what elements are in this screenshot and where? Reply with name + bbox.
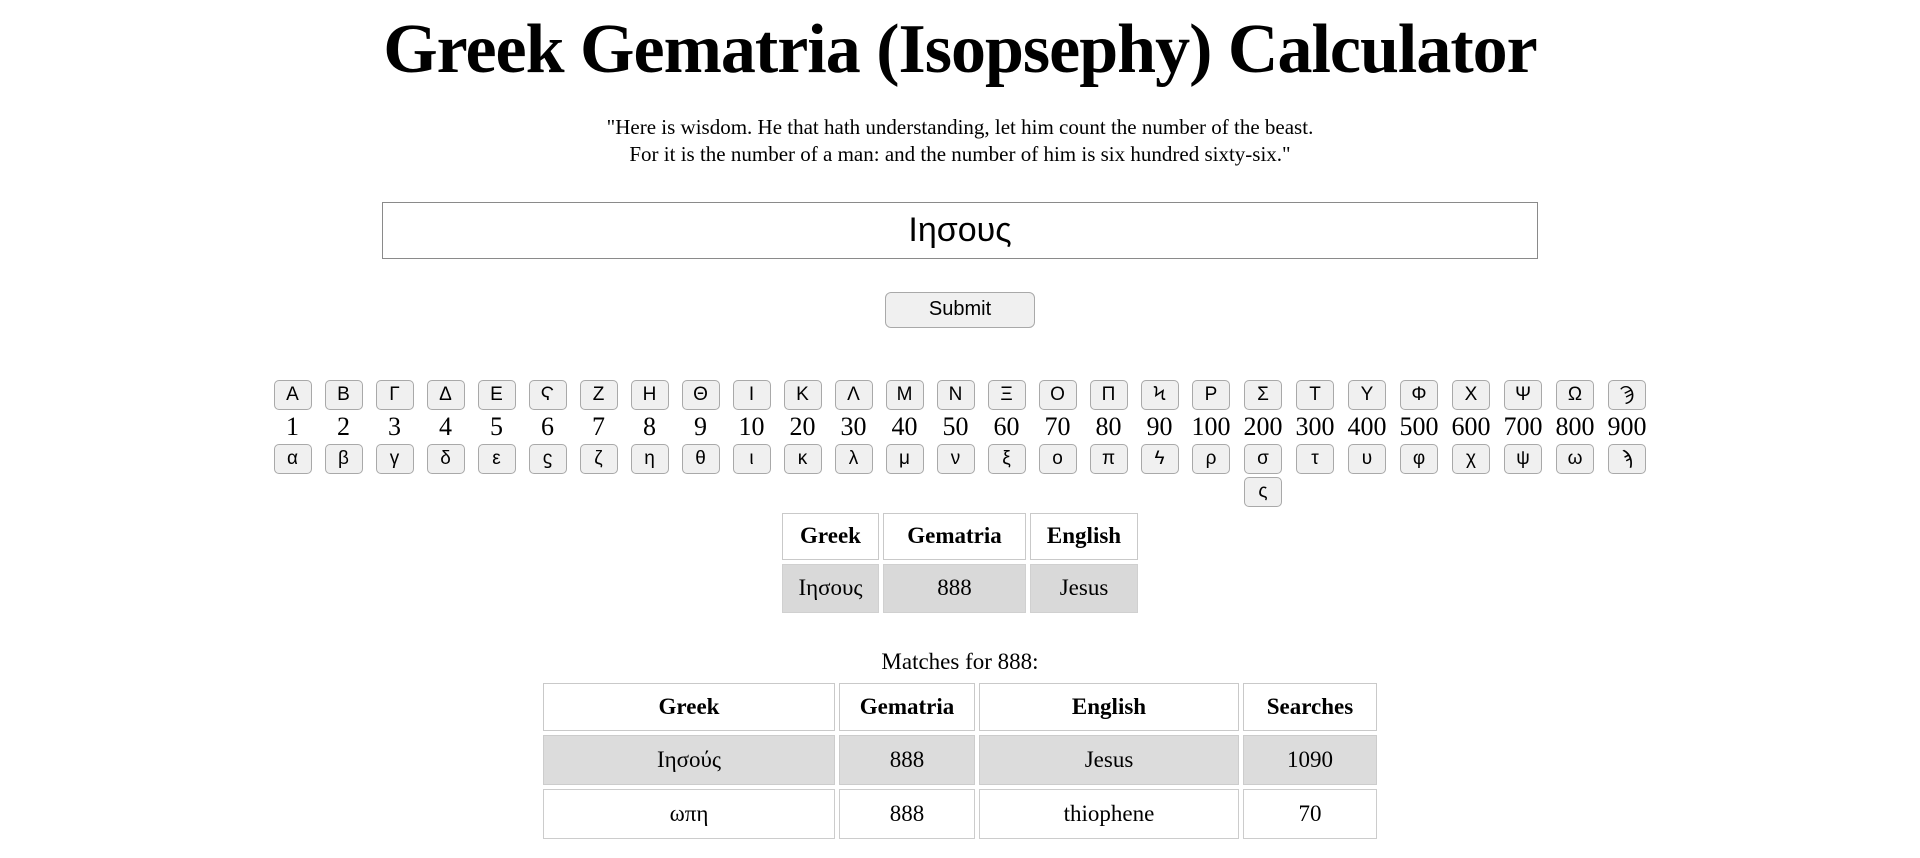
- quote-line-2: For it is the number of a man: and the number of him is six hundred sixty-six.": [629, 141, 1291, 166]
- letter-value-label: 7: [592, 411, 605, 441]
- match-gematria-cell: 888: [839, 789, 975, 839]
- uppercase-letter-button-40[interactable]: Μ: [886, 380, 924, 410]
- lowercase-letter-button-40[interactable]: μ: [886, 444, 924, 474]
- letter-value-label: 90: [1146, 411, 1173, 441]
- letter-value-label: 100: [1191, 411, 1231, 441]
- uppercase-letter-button-30[interactable]: Λ: [835, 380, 873, 410]
- letter-value-label: 900: [1607, 411, 1647, 441]
- letter-value-label: 5: [490, 411, 503, 441]
- uppercase-letter-button-200[interactable]: Σ: [1244, 380, 1282, 410]
- uppercase-letter-button-3[interactable]: Γ: [376, 380, 414, 410]
- uppercase-letter-button-90[interactable]: Ϟ: [1141, 380, 1179, 410]
- letter-value-label: 9: [694, 411, 707, 441]
- greek-keyboard: [0, 380, 1920, 507]
- keyboard-column-80: [1090, 380, 1128, 474]
- letter-value-label: 2: [337, 411, 350, 441]
- letter-value-label: 4: [439, 411, 452, 441]
- quote-line-1: "Here is wisdom. He that hath understanding, let him count the number of the beast.: [606, 114, 1314, 139]
- lowercase-letter-button-50[interactable]: ν: [937, 444, 975, 474]
- match-searches-cell: 1090: [1243, 735, 1377, 785]
- uppercase-letter-button-50[interactable]: Ν: [937, 380, 975, 410]
- keyboard-column-70: [1039, 380, 1077, 474]
- uppercase-letter-button-20[interactable]: Κ: [784, 380, 822, 410]
- lowercase-letter-button-100[interactable]: ρ: [1192, 444, 1230, 474]
- keyboard-column-90: [1141, 380, 1179, 474]
- keyboard-column-60: [988, 380, 1026, 474]
- letter-value-label: 3: [388, 411, 401, 441]
- submit-button[interactable]: Submit: [885, 292, 1035, 328]
- keyboard-column-300: [1296, 380, 1335, 474]
- matches-header-greek: Greek: [543, 683, 835, 731]
- keyboard-column-40: [886, 380, 924, 474]
- lowercase-letter-button-3[interactable]: γ: [376, 444, 414, 474]
- lowercase-letter-button-5[interactable]: ε: [478, 444, 516, 474]
- lowercase-letter-button-900[interactable]: ϡ: [1608, 444, 1646, 474]
- match-greek-cell: Ιησούς: [543, 735, 835, 785]
- lowercase-letter-button-600[interactable]: χ: [1452, 444, 1490, 474]
- keyboard-column-200: [1244, 380, 1283, 507]
- uppercase-letter-button-100[interactable]: Ρ: [1192, 380, 1230, 410]
- keyboard-column-2: [325, 380, 363, 474]
- keyboard-column-9: [682, 380, 720, 474]
- keyboard-column-6: [529, 380, 567, 474]
- page-title: Greek Gematria (Isopsephy) Calculator: [383, 11, 1537, 88]
- lowercase-letter-button-400[interactable]: υ: [1348, 444, 1386, 474]
- lowercase-letter-button-8[interactable]: η: [631, 444, 669, 474]
- match-greek-cell: ωπη: [543, 789, 835, 839]
- keyboard-column-4: [427, 380, 465, 474]
- lowercase-letter-button-700[interactable]: ψ: [1504, 444, 1542, 474]
- letter-value-label: 20: [789, 411, 816, 441]
- uppercase-letter-button-7[interactable]: Ζ: [580, 380, 618, 410]
- uppercase-letter-button-4[interactable]: Δ: [427, 380, 465, 410]
- letter-value-label: 700: [1503, 411, 1543, 441]
- uppercase-letter-button-9[interactable]: Θ: [682, 380, 720, 410]
- lowercase-letter-button-10[interactable]: ι: [733, 444, 771, 474]
- lowercase-letter-button-2[interactable]: β: [325, 444, 363, 474]
- lowercase-letter-button-80[interactable]: π: [1090, 444, 1128, 474]
- keyboard-column-700: [1504, 380, 1543, 474]
- letter-value-label: 400: [1347, 411, 1387, 441]
- uppercase-letter-button-800[interactable]: Ω: [1556, 380, 1594, 410]
- result-header-english: English: [1030, 513, 1138, 560]
- letter-value-label: 800: [1555, 411, 1595, 441]
- keyboard-column-5: [478, 380, 516, 474]
- lowercase-letter-button-30[interactable]: λ: [835, 444, 873, 474]
- result-header-greek: Greek: [782, 513, 879, 560]
- match-searches-cell: 70: [1243, 789, 1377, 839]
- match-gematria-cell: 888: [839, 735, 975, 785]
- matches-header-english: English: [979, 683, 1239, 731]
- uppercase-letter-button-70[interactable]: Ο: [1039, 380, 1077, 410]
- letter-value-label: 30: [840, 411, 867, 441]
- letter-value-label: 10: [738, 411, 765, 441]
- keyboard-column-20: [784, 380, 822, 474]
- result-header-gematria: Gematria: [883, 513, 1026, 560]
- uppercase-letter-button-80[interactable]: Π: [1090, 380, 1128, 410]
- keyboard-column-50: [937, 380, 975, 474]
- lowercase-letter-button-20[interactable]: κ: [784, 444, 822, 474]
- uppercase-letter-button-600[interactable]: Χ: [1452, 380, 1490, 410]
- uppercase-letter-button-60[interactable]: Ξ: [988, 380, 1026, 410]
- keyboard-column-1: [274, 380, 312, 474]
- match-english-cell: thiophene: [979, 789, 1239, 839]
- keyboard-column-8: [631, 380, 669, 474]
- final-sigma-button[interactable]: ς: [1244, 477, 1282, 507]
- matches-header-gematria: Gematria: [839, 683, 975, 731]
- lowercase-letter-button-70[interactable]: ο: [1039, 444, 1077, 474]
- keyboard-column-3: [376, 380, 414, 474]
- result-english-cell: Jesus: [1030, 564, 1138, 613]
- uppercase-letter-button-10[interactable]: Ι: [733, 380, 771, 410]
- keyboard-column-400: [1348, 380, 1387, 474]
- uppercase-letter-button-300[interactable]: Τ: [1296, 380, 1334, 410]
- letter-value-label: 600: [1451, 411, 1491, 441]
- letter-value-label: 200: [1243, 411, 1283, 441]
- result-gematria-cell: 888: [883, 564, 1026, 613]
- letter-value-label: 500: [1399, 411, 1439, 441]
- uppercase-letter-button-5[interactable]: Ε: [478, 380, 516, 410]
- lowercase-letter-button-4[interactable]: δ: [427, 444, 465, 474]
- letter-value-label: 80: [1095, 411, 1122, 441]
- uppercase-letter-button-1[interactable]: Α: [274, 380, 312, 410]
- uppercase-letter-button-500[interactable]: Φ: [1400, 380, 1438, 410]
- matches-label: Matches for 888:: [881, 648, 1039, 674]
- lowercase-letter-button-7[interactable]: ζ: [580, 444, 618, 474]
- letter-value-label: 40: [891, 411, 918, 441]
- lowercase-letter-button-1[interactable]: α: [274, 444, 312, 474]
- keyboard-column-10: [733, 380, 771, 474]
- match-english-cell: Jesus: [979, 735, 1239, 785]
- result-table-header-row: [782, 513, 1138, 560]
- matches-table: [539, 679, 1381, 843]
- matches-row: [543, 789, 1377, 839]
- greek-word-input[interactable]: [382, 202, 1538, 259]
- result-greek-cell: Ιησους: [782, 564, 879, 613]
- result-table-row: [782, 564, 1138, 613]
- lowercase-letter-button-800[interactable]: ω: [1556, 444, 1594, 474]
- lowercase-letter-button-90[interactable]: ϟ: [1141, 444, 1179, 474]
- letter-value-label: 300: [1295, 411, 1335, 441]
- lowercase-letter-button-6[interactable]: ϛ: [529, 444, 567, 474]
- letter-value-label: 1: [286, 411, 299, 441]
- letter-value-label: 70: [1044, 411, 1071, 441]
- keyboard-column-7: [580, 380, 618, 474]
- lowercase-letter-button-500[interactable]: φ: [1400, 444, 1438, 474]
- beast-quote: [0, 114, 1920, 168]
- lowercase-letter-button-300[interactable]: τ: [1296, 444, 1334, 474]
- lowercase-letter-button-200[interactable]: σ: [1244, 444, 1282, 474]
- uppercase-letter-button-6[interactable]: Ϛ: [529, 380, 567, 410]
- uppercase-letter-button-700[interactable]: Ψ: [1504, 380, 1542, 410]
- lowercase-letter-button-9[interactable]: θ: [682, 444, 720, 474]
- keyboard-column-800: [1556, 380, 1595, 474]
- keyboard-column-500: [1400, 380, 1439, 474]
- result-table: [778, 509, 1142, 617]
- uppercase-letter-button-8[interactable]: Η: [631, 380, 669, 410]
- uppercase-letter-button-900[interactable]: Ϡ: [1608, 380, 1646, 410]
- matches-header-searches: Searches: [1243, 683, 1377, 731]
- letter-value-label: 6: [541, 411, 554, 441]
- lowercase-letter-button-60[interactable]: ξ: [988, 444, 1026, 474]
- letter-value-label: 50: [942, 411, 969, 441]
- keyboard-column-900: [1608, 380, 1647, 474]
- uppercase-letter-button-2[interactable]: Β: [325, 380, 363, 410]
- keyboard-column-600: [1452, 380, 1491, 474]
- keyboard-column-100: [1192, 380, 1231, 474]
- uppercase-letter-button-400[interactable]: Υ: [1348, 380, 1386, 410]
- matches-header-row: [543, 683, 1377, 731]
- letter-value-label: 60: [993, 411, 1020, 441]
- keyboard-column-30: [835, 380, 873, 474]
- letter-value-label: 8: [643, 411, 656, 441]
- matches-row: [543, 735, 1377, 785]
